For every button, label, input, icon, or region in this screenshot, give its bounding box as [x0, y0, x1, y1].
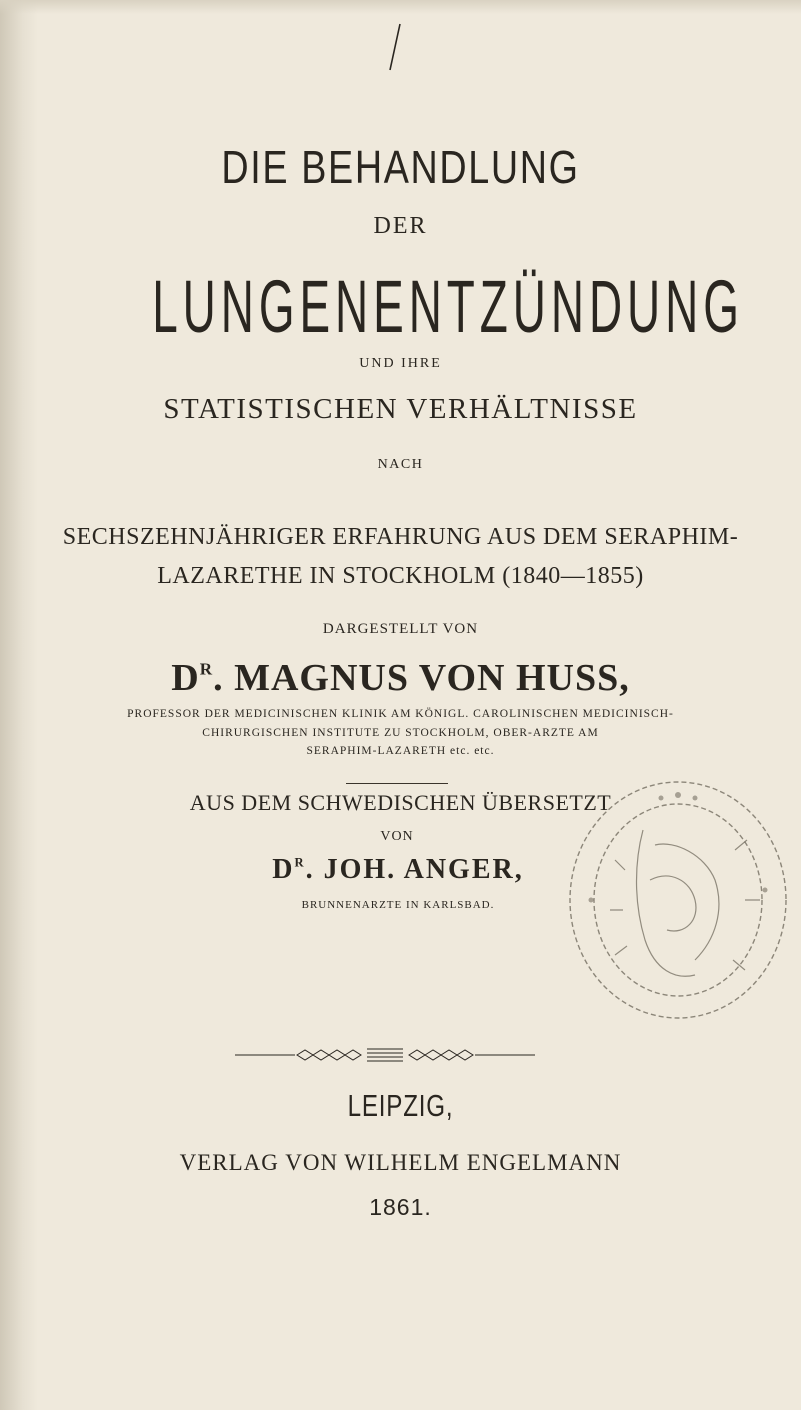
- author-prefix: D: [171, 657, 200, 699]
- divider-rule: [346, 783, 448, 784]
- author-prefix-sup: R: [199, 659, 214, 679]
- translator-von: VON: [380, 829, 414, 844]
- translator-prefix: D: [272, 854, 295, 885]
- translator-name: [272, 854, 524, 886]
- title-line-4: UND IHRE: [359, 356, 442, 371]
- translator-name-text: . JOH. ANGER,: [305, 854, 524, 885]
- author-affiliation-2: CHIRURGISCHEN INSTITUTE ZU STOCKHOLM, OBER-ARZTE AM: [202, 727, 599, 739]
- translation-line: AUS DEM SCHWEDISCHEN ÜBERSETZT: [189, 790, 612, 815]
- author-affiliation-1: PROFESSOR DER MEDICINISCHEN KLINIK AM KÖNIGL. CAROLINISCHEN MEDICINISCH-: [127, 708, 674, 720]
- ornamental-rule-icon: [235, 1046, 535, 1064]
- main-title: LUNGENENTZÜNDUNG: [152, 265, 744, 348]
- page-top-edge: [0, 0, 801, 14]
- pencil-mark-icon: [385, 22, 405, 72]
- translator-subtitle: BRUNNENARZTE IN KARLSBAD.: [301, 899, 495, 911]
- title-line-1: DIE BEHANDLUNG: [221, 141, 580, 193]
- author-affiliation-3: SERAPHIM-LAZARETH etc. etc.: [306, 745, 495, 757]
- author-name-text: . MAGNUS VON HUSS,: [213, 657, 630, 699]
- publisher-city: LEIPZIG,: [347, 1088, 454, 1123]
- title-line-5: STATISTISCHEN VERHÄLTNISSE: [163, 393, 638, 425]
- translator-prefix-sup: R: [294, 855, 306, 870]
- author-intro: DARGESTELLT VON: [322, 621, 479, 637]
- library-stamp-icon: [555, 770, 801, 1030]
- publisher-name: VERLAG VON WILHELM ENGELMANN: [179, 1150, 622, 1175]
- author-name: [0, 656, 801, 700]
- title-line-8: LAZARETHE IN STOCKHOLM (1840—1855): [157, 563, 644, 589]
- publication-year: 1861.: [369, 1194, 432, 1220]
- title-line-6: NACH: [377, 457, 424, 472]
- title-line-2: DER: [373, 213, 428, 239]
- title-line-7: SECHSZEHNJÄHRIGER ERFAHRUNG AUS DEM SERAPHIM-: [62, 524, 739, 550]
